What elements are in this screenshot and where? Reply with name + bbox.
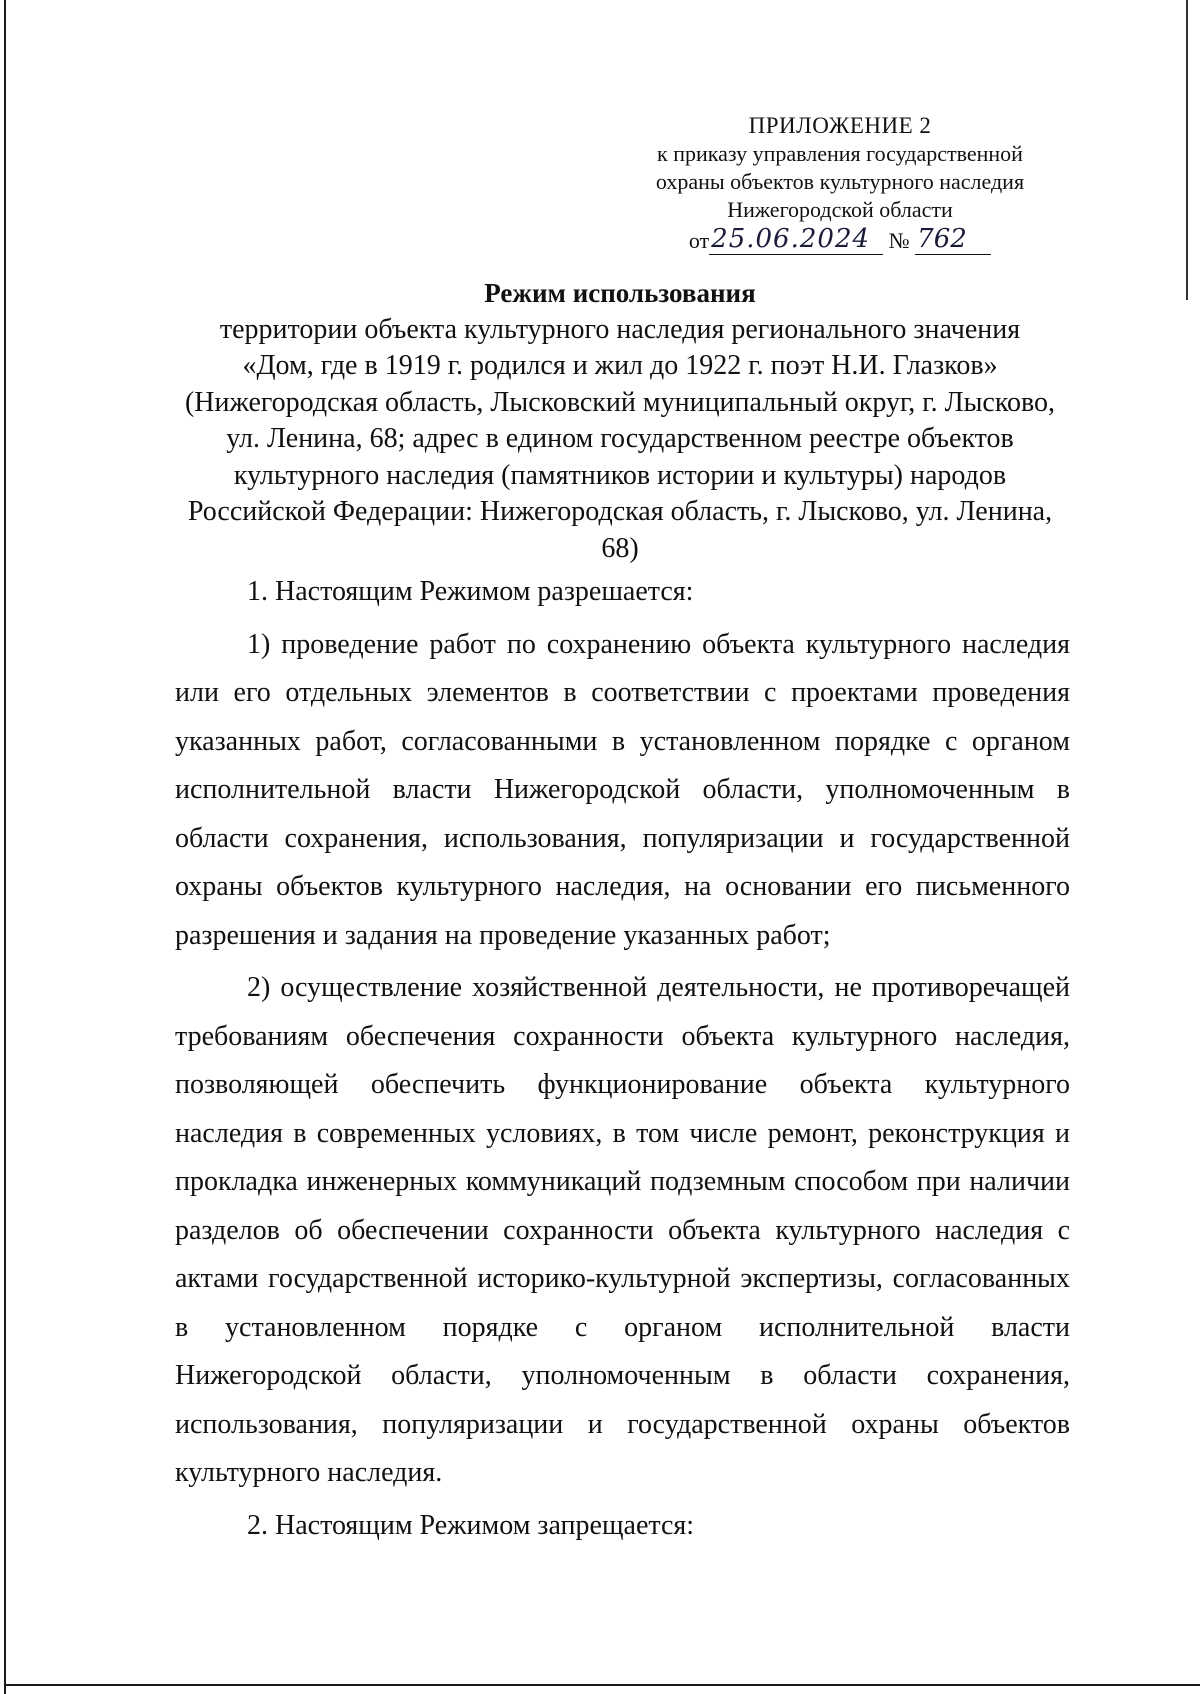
section-2-heading: 2. Настоящим Режимом запрещается: [247, 1509, 695, 1541]
number-prefix: № [888, 228, 910, 253]
order-date-number-line [620, 224, 1060, 258]
document-body [175, 568, 1070, 1554]
title-line: 68) [601, 532, 639, 564]
date-prefix: от [688, 228, 710, 253]
handwritten-number: 762 [915, 224, 991, 255]
page-edge-bottom [4, 1684, 1200, 1686]
approval-line: к приказу управления государственной [657, 141, 1023, 166]
page-edge-right [1186, 0, 1188, 300]
title-line: Российской Федерации: Нижегородская область, г. Лысково, ул. Ленина, [187, 496, 1053, 527]
section-1-heading: 1. Настоящим Режимом разрешается: [247, 576, 694, 607]
title-line: культурного наследия (памятников истории и культуры) народов [233, 459, 1007, 491]
approval-line: Нижегородской области [727, 197, 953, 222]
item-1-paragraph: 1) проведение работ по сохранению объекта культурного наследия или его отдельных элементов в соответствии с проектами проведения указанных работ, согласованными в установленном порядке с органом исполнительной власти Нижегородской области, уполномоченным в области сохранения, использования, популяризации и государственной охраны объектов культурного наследия, на основании его письменного разрешения и задания на проведение указанных работ; [175, 628, 1070, 951]
title-line: «Дом, где в 1919 г. родился и жил до 1922 г. поэт Н.И. Глазков» [242, 350, 998, 381]
document-title: Режим использования [484, 278, 756, 308]
title-line: (Нижегородская область, Лысковский муниципальный округ, г. Лысково, [184, 386, 1056, 418]
page-edge-left [4, 0, 6, 1694]
document-title-block [170, 275, 1070, 567]
title-line: территории объекта культурного наследия регионального значения [219, 313, 1021, 345]
approval-block [620, 112, 1060, 258]
item-2-paragraph: 2) осуществление хозяйственной деятельности, не противоречащей требованиям обеспечения сохранности объекта культурного наследия, позволяющей обеспечить функционирование объекта культурного наследия в современных условиях, в том числе ремонт, реконструкция и прокладка инженерных коммуникаций подземным способом при наличии разделов об обеспечении сохранности объекта культурного наследия с актами государственной историко-культурной экспертизы, согласованных в установленном порядке с органом исполнительной власти Нижегородской области, уполномоченным в области сохранения, использования, популяризации и государственной охраны объектов культурного наследия. [175, 972, 1070, 1488]
appendix-heading: ПРИЛОЖЕНИЕ 2 [748, 113, 932, 138]
handwritten-date: 25.06.2024 [709, 224, 883, 255]
approval-line: охраны объектов культурного наследия [655, 169, 1025, 194]
title-line: ул. Ленина, 68; адрес в едином государственном реестре объектов [226, 423, 1014, 454]
